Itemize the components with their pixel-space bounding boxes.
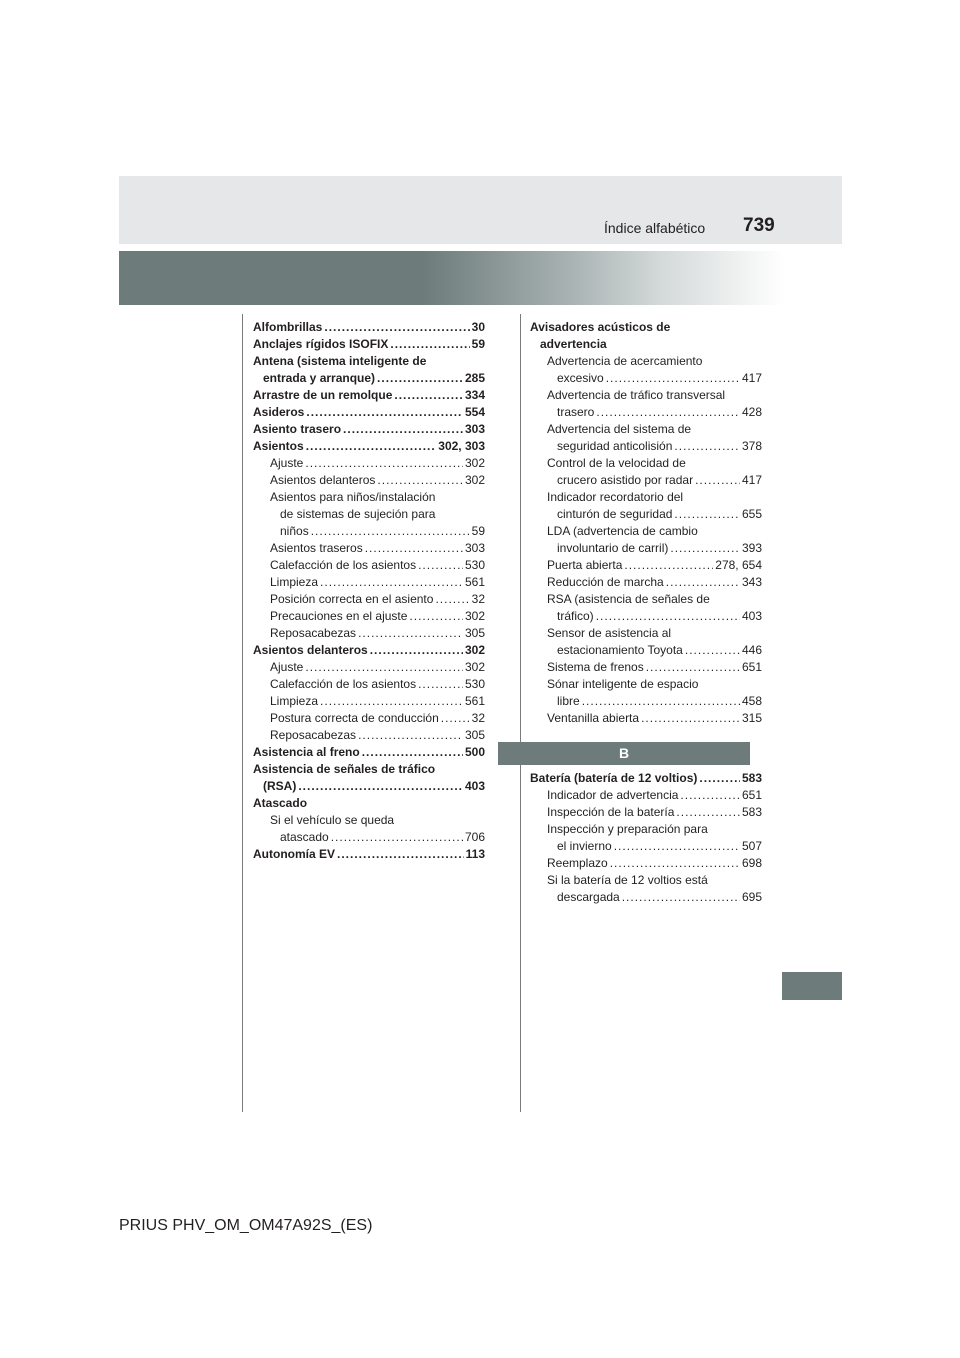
index-entry-page: 393 (741, 541, 762, 555)
index-entry-page: 334 (464, 388, 485, 402)
index-entry-page: 554 (464, 405, 485, 419)
header-gradient-band (119, 251, 842, 305)
index-entry-page: 417 (741, 371, 762, 385)
left-column-divider (242, 314, 243, 1112)
index-entry (547, 872, 762, 906)
index-entry-page: 417 (741, 473, 762, 487)
index-entry-page: 303 (464, 541, 485, 555)
index-entry-text: Atascado (253, 796, 308, 810)
index-entry-text: Batería (batería de 12 voltios) (530, 771, 698, 785)
index-entry-page: 651 (741, 788, 762, 802)
index-entry-text: advertencia (540, 337, 607, 351)
index-entry-text: Asientos delanteros (253, 643, 368, 657)
index-entry-text: Asientos delanteros (270, 473, 376, 487)
dot-leader (305, 455, 463, 472)
index-entry-text: Inspección y preparación para (547, 822, 708, 836)
index-entry-text: Advertencia del sistema de (547, 422, 692, 436)
dot-leader (305, 659, 463, 676)
index-entry (547, 659, 762, 676)
index-column-right-a (530, 319, 762, 727)
index-entry-text: Limpieza (270, 575, 319, 589)
dot-leader (641, 710, 740, 727)
index-entry (270, 625, 485, 642)
index-column-left (253, 319, 485, 863)
index-entry-text: Advertencia de tráfico transversal (547, 388, 726, 402)
index-entry (253, 846, 485, 863)
dot-leader (676, 804, 740, 821)
index-entry-page: 113 (465, 847, 485, 861)
index-entry-page: 59 (471, 337, 485, 351)
index-entry-page: 302 (464, 660, 485, 674)
index-entry-text: descargada (557, 890, 620, 904)
index-entry-text: Advertencia de acercamiento (547, 354, 703, 368)
dot-leader (596, 608, 740, 625)
index-entry-text: Autonomía EV (253, 847, 336, 861)
index-entry-text: Calefacción de los asientos (270, 677, 417, 691)
index-entry (270, 574, 485, 591)
index-entry-text: Si el vehículo se queda (270, 813, 395, 827)
index-entry-page: 428 (741, 405, 762, 419)
dot-leader (358, 727, 463, 744)
index-entry-page: 655 (741, 507, 762, 521)
dot-leader (370, 642, 463, 659)
index-entry-text: Asiento trasero (253, 422, 342, 436)
index-entry-page: 302 (464, 456, 485, 470)
index-entry (547, 676, 762, 710)
index-entry-text: Ventanilla abierta (547, 711, 640, 725)
index-entry-page: 305 (464, 728, 485, 742)
dot-leader (418, 557, 463, 574)
index-entry-page: 32 (471, 592, 485, 606)
index-entry (270, 472, 485, 489)
dot-leader (320, 693, 463, 710)
index-entry-page: 500 (464, 745, 485, 759)
index-entry-text: Asideros (253, 405, 305, 419)
dot-leader (390, 336, 469, 353)
index-entry (547, 821, 762, 855)
dot-leader (610, 855, 740, 872)
index-entry (270, 540, 485, 557)
index-entry-text: involuntario de carril) (557, 541, 669, 555)
dot-leader (377, 472, 463, 489)
index-entry (547, 421, 762, 455)
index-entry (270, 812, 485, 846)
index-entry (253, 404, 485, 421)
index-entry-text: Arrastre de un remolque (253, 388, 393, 402)
index-entry (270, 693, 485, 710)
index-column-right-b (530, 770, 762, 906)
index-entry-page: 458 (741, 694, 762, 708)
index-entry-page: 695 (741, 890, 762, 904)
index-entry-text: niños (280, 524, 309, 538)
index-entry-page: 403 (464, 779, 485, 793)
index-entry (253, 353, 485, 387)
index-entry-text: Sistema de frenos (547, 660, 644, 674)
index-entry-page: 403 (741, 609, 762, 623)
index-entry (270, 591, 485, 608)
index-entry-page: 378 (741, 439, 762, 453)
index-entry (547, 804, 762, 821)
index-entry-page: 302 (464, 609, 485, 623)
index-entry (270, 608, 485, 625)
index-entry-text: crucero asistido por radar (557, 473, 694, 487)
index-entry-text: Indicador de advertencia (547, 788, 679, 802)
dot-leader (624, 557, 713, 574)
index-entry-page: 302 (464, 643, 485, 657)
dot-leader (362, 744, 463, 761)
index-entry-text: Ajuste (270, 660, 304, 674)
index-entry-text: Sensor de asistencia al (547, 626, 672, 640)
index-entry-text: LDA (advertencia de cambio (547, 524, 698, 538)
dot-leader (685, 642, 740, 659)
index-entry-text: Control de la velocidad de (547, 456, 686, 470)
index-entry-text: de sistemas de sujeción para (280, 507, 436, 521)
index-entry-text: estacionamiento Toyota (557, 643, 683, 657)
dot-leader (306, 404, 463, 421)
index-entry (530, 319, 762, 353)
index-entry-text: Antena (sistema inteligente de (253, 354, 427, 368)
dot-leader (680, 787, 740, 804)
dot-leader (365, 540, 463, 557)
index-entry-text: excesivo (557, 371, 604, 385)
index-entry (253, 421, 485, 438)
index-entry-text: Avisadores acústicos de (530, 320, 671, 334)
dot-leader (670, 540, 740, 557)
dot-leader (320, 574, 463, 591)
index-entry-page: 302, 303 (438, 439, 485, 453)
header-title: Índice alfabético (604, 220, 706, 236)
index-entry-page: 507 (741, 839, 762, 853)
dot-leader (435, 591, 469, 608)
dot-leader (358, 625, 463, 642)
index-entry-text: Asientos traseros (270, 541, 363, 555)
index-entry-text: Reemplazo (547, 856, 608, 870)
index-entry-text: entrada y arranque) (263, 371, 376, 385)
index-entry (547, 353, 762, 387)
index-entry-page: 698 (741, 856, 762, 870)
page-number: 739 (743, 215, 775, 236)
index-entry-text: Anclajes rígidos ISOFIX (253, 337, 389, 351)
index-entry-text: Asientos para niños/instalación (270, 490, 436, 504)
dot-leader (441, 710, 470, 727)
index-entry-page: 305 (464, 626, 485, 640)
index-entry-text: trasero (557, 405, 595, 419)
index-entry (547, 625, 762, 659)
dot-leader (343, 421, 463, 438)
index-entry-text: Reposacabezas (270, 626, 357, 640)
index-entry (547, 387, 762, 421)
index-entry-page: 706 (464, 830, 485, 844)
index-entry-page: 278, 654 (715, 558, 762, 572)
index-entry (547, 489, 762, 523)
index-entry (547, 855, 762, 872)
dot-leader (324, 319, 469, 336)
index-entry (270, 727, 485, 744)
index-entry-page: 315 (741, 711, 762, 725)
index-entry-page: 583 (741, 771, 762, 785)
index-entry-page: 651 (741, 660, 762, 674)
index-entry-text: Asistencia al freno (253, 745, 360, 759)
index-entry-text: RSA (asistencia de señales de (547, 592, 710, 606)
index-entry-page: 302 (464, 473, 485, 487)
index-entry-text: seguridad anticolisión (557, 439, 673, 453)
index-entry-page: 30 (471, 320, 485, 334)
index-entry-text: cinturón de seguridad (557, 507, 673, 521)
dot-leader (614, 838, 740, 855)
index-entry-text: el invierno (557, 839, 612, 853)
dot-leader (331, 829, 463, 846)
dot-leader (394, 387, 463, 404)
dot-leader (418, 676, 463, 693)
index-entry (253, 438, 485, 455)
dot-leader (409, 608, 463, 625)
dot-leader (622, 889, 740, 906)
index-entry-text: Inspección de la batería (547, 805, 675, 819)
index-entry (270, 659, 485, 676)
dot-leader (646, 659, 740, 676)
index-entry-page: 59 (471, 524, 485, 538)
index-entry-page: 285 (464, 371, 485, 385)
index-entry (547, 710, 762, 727)
index-entry (253, 336, 485, 353)
dot-leader (674, 438, 740, 455)
index-entry (547, 557, 762, 574)
index-entry-text: Reposacabezas (270, 728, 357, 742)
dot-leader (582, 693, 740, 710)
dot-leader (695, 472, 740, 489)
index-entry-page: 446 (741, 643, 762, 657)
index-entry-page: 343 (741, 575, 762, 589)
index-entry (270, 710, 485, 727)
index-entry-page: 530 (464, 677, 485, 691)
dot-leader (298, 778, 463, 795)
index-entry-text: Asistencia de señales de tráfico (253, 762, 436, 776)
dot-leader (377, 370, 463, 387)
dot-leader (666, 574, 740, 591)
index-entry-text: Precauciones en el ajuste (270, 609, 408, 623)
dot-leader (306, 438, 437, 455)
dot-leader (606, 370, 740, 387)
index-entry-text: Indicador recordatorio del (547, 490, 684, 504)
dot-leader (674, 506, 740, 523)
dot-leader (311, 523, 470, 540)
index-entry-text: Si la batería de 12 voltios está (547, 873, 708, 887)
index-entry (547, 591, 762, 625)
index-entry (253, 642, 485, 659)
index-entry-page: 561 (464, 694, 485, 708)
index-entry-page: 530 (464, 558, 485, 572)
footer-document-code: PRIUS PHV_OM_OM47A92S_(ES) (119, 1217, 373, 1234)
index-entry-page: 303 (464, 422, 485, 436)
index-entry-text: Calefacción de los asientos (270, 558, 417, 572)
chapter-side-tab (782, 972, 842, 1000)
index-entry-text: Puerta abierta (547, 558, 623, 572)
index-entry-text: tráfico) (557, 609, 594, 623)
index-entry-text: atascado (280, 830, 329, 844)
index-entry (253, 387, 485, 404)
index-entry-text: Ajuste (270, 456, 304, 470)
index-entry-text: Limpieza (270, 694, 319, 708)
center-column-divider (520, 314, 521, 1112)
index-entry (253, 744, 485, 761)
index-entry-text: Asientos (253, 439, 304, 453)
index-entry-page: 561 (464, 575, 485, 589)
index-entry (270, 489, 485, 540)
index-entry-text: Reducción de marcha (547, 575, 664, 589)
index-entry-text: Alfombrillas (253, 320, 323, 334)
index-entry (547, 523, 762, 557)
index-entry-page: 583 (741, 805, 762, 819)
dot-leader (699, 770, 740, 787)
dot-leader (337, 846, 464, 863)
index-entry-text: Postura correcta de conducción (270, 711, 439, 725)
index-entry (270, 676, 485, 693)
index-entry-text: Posición correcta en el asiento (270, 592, 434, 606)
index-entry (253, 795, 485, 812)
index-entry (547, 574, 762, 591)
index-entry-text: Sónar inteligente de espacio (547, 677, 699, 691)
index-entry (547, 787, 762, 804)
index-entry (530, 770, 762, 787)
index-entry-text: (RSA) (263, 779, 297, 793)
index-entry (253, 319, 485, 336)
index-entry-text: libre (557, 694, 580, 708)
index-entry-page: 32 (471, 711, 485, 725)
index-entry (270, 557, 485, 574)
dot-leader (596, 404, 740, 421)
index-entry (270, 455, 485, 472)
index-entry (253, 761, 485, 795)
index-entry (547, 455, 762, 489)
header-bar (119, 176, 842, 244)
section-heading-b: B (498, 742, 750, 765)
